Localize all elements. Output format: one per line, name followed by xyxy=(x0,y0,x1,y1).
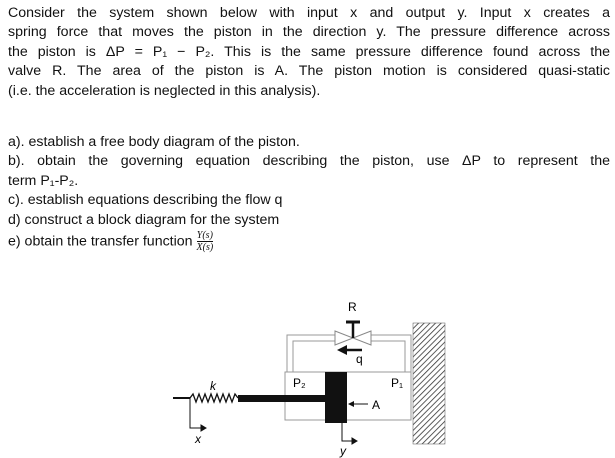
question-d: d) construct a block diagram for the system xyxy=(8,211,280,228)
area-arrow xyxy=(348,401,368,407)
question-b: b). obtain the governing equation describing the piston, use ΔP to represent the xyxy=(8,153,610,170)
spring xyxy=(190,394,238,402)
intro-line: Consider the system shown below with input x and output y. Input x creates a xyxy=(8,5,610,21)
intro-line: spring force that moves the piston in the direction y. The pressure difference across xyxy=(8,24,610,41)
question-e-text: e) obtain the transfer function xyxy=(8,233,193,250)
intro-line: the piston is ΔP = P₁ − P₂. This is the same pressure difference found across the xyxy=(8,43,610,60)
question-b-cont: term P₁-P₂. xyxy=(8,172,79,189)
question-a: a). establish a free body diagram of the piston. xyxy=(8,134,300,150)
label-x: x xyxy=(195,432,201,446)
x-axis-arrow xyxy=(190,398,206,431)
intro-line: (i.e. the acceleration is neglected in this analysis). xyxy=(8,82,321,99)
question-c: c). establish equations describing the flow q xyxy=(8,192,283,209)
label-R: R xyxy=(348,300,357,314)
label-q: q xyxy=(356,352,363,366)
label-P2: P₂ xyxy=(293,376,306,390)
fraction-numerator: Y(s) xyxy=(196,230,213,242)
label-P1: P₁ xyxy=(391,376,404,390)
wall xyxy=(413,323,445,444)
y-axis-arrow xyxy=(342,423,357,444)
label-k: k xyxy=(210,379,216,393)
piston xyxy=(325,372,347,423)
label-y: y xyxy=(340,444,346,458)
valve xyxy=(335,322,371,345)
bypass-pipe xyxy=(287,335,411,372)
label-A: A xyxy=(372,398,381,412)
intro-line: valve R. The area of the piston is A. The piston motion is considered quasi-static xyxy=(8,63,610,80)
piston-rod xyxy=(238,395,326,402)
fraction-denominator: X(s) xyxy=(196,242,214,254)
